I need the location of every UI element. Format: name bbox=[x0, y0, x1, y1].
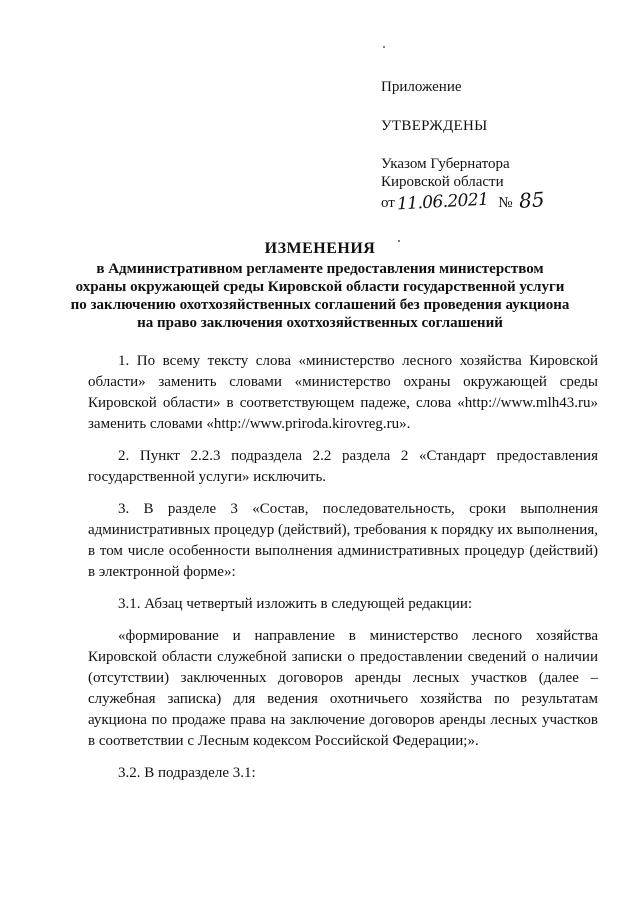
appendix-label: Приложение bbox=[381, 79, 462, 95]
heading-line-1: в Административном регламенте предоставления министерством bbox=[96, 261, 544, 277]
approved-label: УТВЕРЖДЕНЫ bbox=[381, 118, 488, 134]
paragraph-5 bbox=[88, 626, 598, 752]
paragraph-3 bbox=[88, 499, 598, 583]
handwritten-date: 11.06.2021 bbox=[396, 189, 489, 215]
decree-line-2: Кировской области bbox=[381, 174, 504, 190]
approval-block bbox=[381, 78, 621, 215]
heading-line-2: охраны окружающей среды Кировской области государственной услуги bbox=[75, 279, 565, 295]
number-sign: № bbox=[498, 195, 513, 211]
paragraph-1-text: 1. По всему тексту слова «министерство лесного хозяйства Кировской области» заменить словами «министерство охраны окружающей среды Кировской области» в соответствующем падеже, слова «http://www.mlh43.ru» заменить словами «http://www.priroda.kirovreg.ru». bbox=[88, 353, 598, 432]
heading-line-3: по заключению охотхозяйственных соглашений без проведения аукциона bbox=[70, 297, 570, 313]
heading-line-4: на право заключения охотхозяйственных соглашений bbox=[137, 315, 503, 331]
date-prefix: от bbox=[381, 195, 395, 211]
heading-title: ИЗМЕНЕНИЯ bbox=[264, 240, 376, 257]
paragraph-5-text: «формирование и направление в министерство лесного хозяйства Кировской области служебной записки о предоставлении сведений о наличии (отсутствии) заключенных договоров аренды лесных участков (далее – служебная записка) для ведения охотничьего хозяйства по результатам аукциона по продаже права на заключение договоров аренды лесных участков в соответствии с Лесным кодексом Российской Федерации;». bbox=[88, 628, 598, 749]
paragraph-3-text: 3. В разделе 3 «Состав, последовательность, сроки выполнения административных процедур (действий), требования к порядку их выполнения, в том числе особенности выполнения административных процедур (действий) в электронной форме»: bbox=[88, 501, 598, 580]
decree-line-1: Указом Губернатора bbox=[381, 156, 510, 172]
paragraph-4-text: 3.1. Абзац четвертый изложить в следующей редакции: bbox=[118, 596, 473, 612]
document-heading bbox=[60, 240, 580, 332]
document-body bbox=[88, 351, 598, 795]
paragraph-2-text: 2. Пункт 2.2.3 подраздела 2.2 раздела 2 «Стандарт предоставления государственной услуги» исключить. bbox=[88, 448, 598, 485]
paragraph-6-text: 3.2. В подразделе 3.1: bbox=[118, 765, 256, 781]
handwritten-number: 85 bbox=[517, 187, 545, 213]
date-number-row bbox=[381, 187, 621, 215]
paragraph-2 bbox=[88, 446, 598, 488]
paragraph-1 bbox=[88, 351, 598, 435]
scan-speck bbox=[383, 46, 385, 48]
paragraph-4 bbox=[88, 594, 598, 615]
paragraph-6 bbox=[88, 763, 598, 784]
